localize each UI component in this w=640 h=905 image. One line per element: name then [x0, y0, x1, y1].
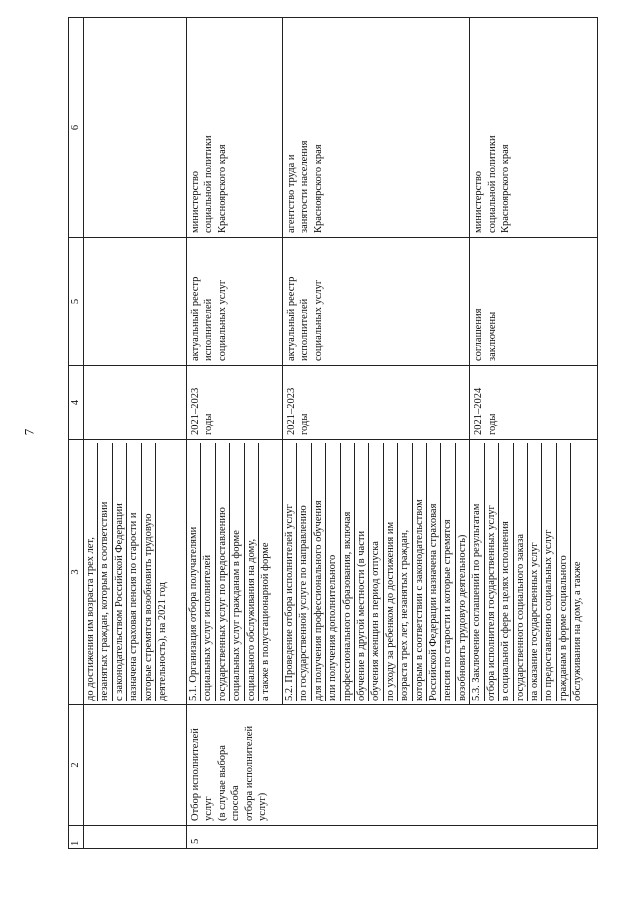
text-line: до достижения им возраста трех лет,	[84, 443, 98, 701]
text-line: 2021–2023	[190, 387, 201, 435]
text-line: министерство	[190, 170, 201, 233]
activity-text	[470, 440, 598, 705]
text-line: социальных услуг гражданам в форме	[230, 443, 244, 701]
text-line: соглашения	[473, 308, 485, 361]
text-line: с законодательством Российской Федерации	[113, 443, 127, 701]
col-header-1: 1	[69, 826, 84, 849]
activity-text	[187, 440, 283, 705]
result-cell	[187, 238, 283, 366]
text-line: по предоставлению социальных услуг	[542, 443, 556, 701]
section-number: 5	[187, 826, 598, 849]
text-line: возобновить трудовую деятельность)	[456, 534, 468, 701]
text-line: социальной политики	[203, 135, 215, 233]
plan-table	[68, 17, 598, 849]
text-line: социального обслуживания на дому,	[245, 443, 259, 701]
section-title	[187, 705, 598, 826]
cell-empty	[84, 705, 187, 826]
text-line: Отбор исполнителей услуг	[190, 728, 215, 821]
text-line: возраста трех лет, незанятых граждан,	[398, 443, 412, 701]
text-line: социальных услуг	[312, 279, 324, 361]
col-header-2: 2	[69, 705, 84, 826]
term-cell	[283, 366, 470, 440]
text-line: годы	[203, 413, 215, 435]
text-line: агентство труда и	[286, 154, 297, 233]
text-line: назначена страховая пенсия по старости и	[127, 443, 141, 701]
text-line: исполнителей	[203, 298, 215, 361]
text-line: актуальный реестр	[286, 276, 297, 361]
text-line: актуальный реестр	[190, 276, 201, 361]
text-line: государственного социального заказа	[514, 443, 528, 701]
text-line: Красноярского края	[500, 144, 512, 233]
text-line: гражданам в форме социального	[557, 443, 571, 701]
text-line: для получения профессионального обучения	[312, 443, 326, 701]
text-line: 2021–2023	[286, 387, 297, 435]
text-line: 5.1. Организация отбора получателями	[187, 443, 201, 701]
text-line: по уходу за ребенком до достижения им	[384, 443, 398, 701]
col-header-5: 5	[69, 238, 84, 366]
continuation-text	[84, 440, 187, 705]
header-row	[69, 18, 84, 849]
text-line: обучение в другой местности (в части	[355, 443, 369, 701]
text-line: министерство	[473, 170, 485, 233]
term-cell	[187, 366, 283, 440]
text-line: 5.3. Заключение соглашений по результатам	[470, 443, 484, 701]
text-line: (в случае выбора способа	[216, 745, 242, 821]
text-line: незанятых граждан, которым в соответствии	[98, 443, 112, 701]
text-line: 5.2. Проведение отбора исполнителей услуг	[283, 443, 297, 701]
text-line: деятельность), на 2021 год	[157, 582, 169, 701]
text-line: государственных услуг по предоставлению	[216, 443, 230, 701]
text-line: социальных услуг	[216, 279, 228, 361]
text-line: обучения женщин в период отпуска	[369, 443, 383, 701]
text-line: социальных услуг исполнителей	[201, 443, 215, 701]
text-line: которым в соответствии с законодательством	[413, 443, 427, 701]
responsible-cell	[470, 18, 598, 238]
text-line: а также в полустационарной форме	[260, 542, 272, 701]
text-line: социальной политики	[486, 135, 498, 233]
responsible-cell	[283, 18, 470, 238]
text-line: заключены	[486, 311, 498, 361]
text-line: обслуживания на дому, а также	[572, 561, 584, 701]
cell-empty	[84, 18, 187, 238]
text-line: отбора исполнителя государственных услуг	[485, 443, 499, 701]
text-line: или получения дополнительного	[326, 443, 340, 701]
text-line: годы	[299, 413, 311, 435]
cell-empty	[84, 366, 187, 440]
text-line: в социальной сфере в целях исполнения	[499, 443, 513, 701]
cell-empty	[84, 238, 187, 366]
text-line: Российской Федерации назначена страховая	[427, 443, 441, 701]
text-line: отбора исполнителей услуг)	[243, 725, 269, 821]
text-line: по государственной услуге по направлению	[297, 443, 311, 701]
result-cell	[283, 238, 470, 366]
cell-empty	[84, 826, 187, 849]
col-header-3: 3	[69, 440, 84, 705]
text-line: Красноярского края	[216, 144, 228, 233]
text-line: годы	[486, 413, 498, 435]
table-row	[84, 18, 187, 849]
rotated-table-container	[68, 44, 584, 849]
text-line: пенсия по старости и которые стремятся	[441, 443, 455, 701]
term-cell	[470, 366, 598, 440]
col-header-4: 4	[69, 366, 84, 440]
text-line: занятости населения	[299, 140, 311, 233]
col-header-6: 6	[69, 18, 84, 238]
responsible-cell	[187, 18, 283, 238]
text-line: профессионального образования, включая	[341, 443, 355, 701]
result-cell	[470, 238, 598, 366]
text-line: на оказание государственных услуг	[528, 443, 542, 701]
text-line: исполнителей	[299, 298, 311, 361]
activity-text	[283, 440, 470, 705]
text-line: Красноярского края	[312, 144, 324, 233]
text-line: 2021–2024	[473, 387, 485, 435]
page-number: 7	[21, 428, 37, 436]
text-line: которые стремятся возобновить трудовую	[142, 443, 156, 701]
table-row	[187, 18, 283, 849]
